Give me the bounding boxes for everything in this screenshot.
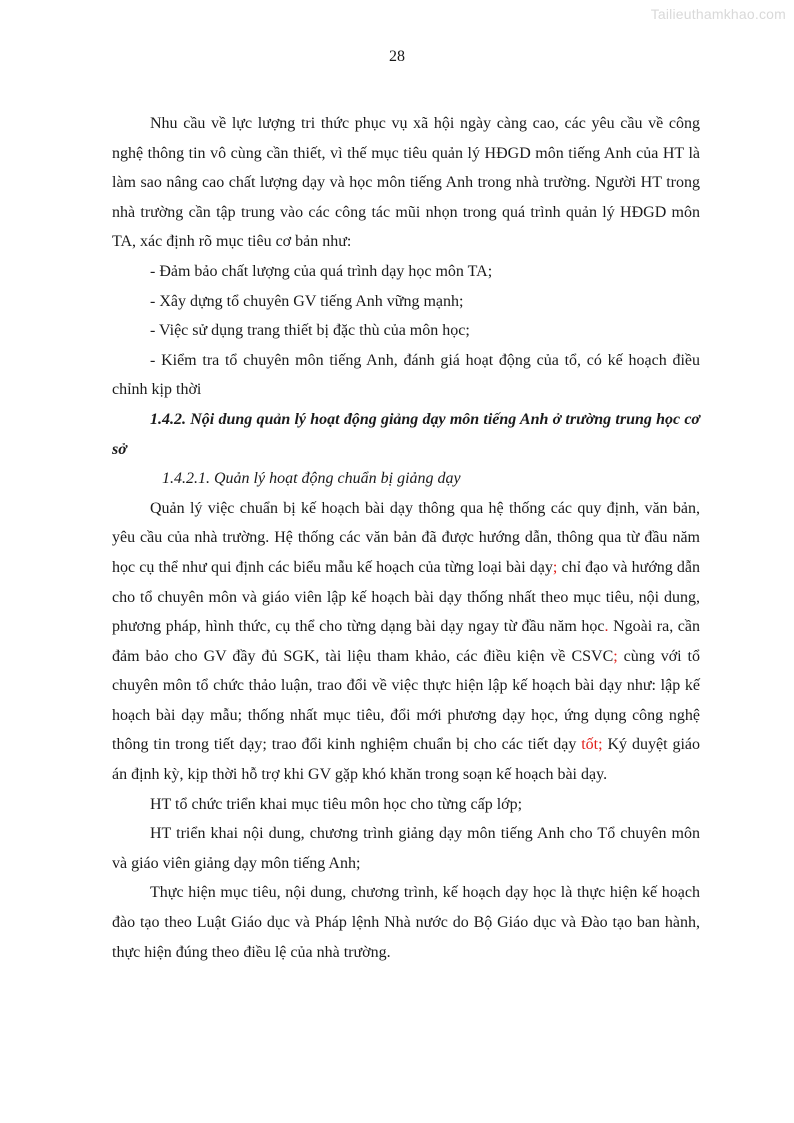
document-body — [112, 109, 701, 967]
text-segment: Ký duyệt giáo án định kỳ, kịp thời hỗ trợ khi GV gặp khó khăn trong soạn kế hoạch bài dạy. — [112, 736, 700, 784]
highlighted-text: ; — [613, 647, 618, 665]
page-number: 28 — [389, 48, 405, 65]
watermark-text: Tailieuthamkhao.com — [650, 6, 786, 22]
text-segment: Ngoài ra, cần đảm bảo cho GV đầy đủ SGK, tài liệu tham khảo, các điều kiện về CSVC — [112, 618, 701, 665]
highlighted-text: . — [604, 618, 609, 636]
list-item: - Việc sử dụng trang thiết bị đặc thù của môn học; — [150, 322, 470, 340]
highlighted-text: ; — [552, 558, 558, 576]
section-heading: 1.4.2. Nội dung quản lý hoạt động giảng dạy môn tiếng Anh ở trường trung học cơ sở — [112, 410, 700, 458]
text-segment: Quản lý việc chuẩn bị kế hoạch bài dạy thông qua hệ thống các quy định, văn bản, yêu cầu của nhà trường. Hệ thống các văn bản đã được hướng dẫn, thông qua từ đầu năm học cụ thể như qui định các biểu mẫu kế hoạch của từng loại bài dạy — [112, 499, 700, 576]
paragraph-preparation — [112, 494, 700, 790]
highlighted-text: tốt; — [581, 736, 603, 754]
paragraph-objectives: HT tổ chức triển khai mục tiêu môn học cho từng cấp lớp; — [150, 795, 523, 813]
paragraph-implementation: Thực hiện mục tiêu, nội dung, chương trình, kế hoạch dạy học là thực hiện kế hoạch đào tạo theo Luật Giáo dục và Pháp lệnh Nhà nước do Bộ Giáo dục và Đào tạo ban hành, thực hiện đúng theo điều lệ của nhà trường. — [112, 884, 700, 961]
text-segment: chỉ đạo và hướng dẫn cho tổ chuyên môn và giáo viên lập kế hoạch bài dạy thống nhất theo mục tiêu, nội dung, phương pháp, hình thức, cụ thể cho từng dạng bài dạy ngay từ đầu năm học — [112, 558, 701, 636]
paragraph-intro: Nhu cầu về lực lượng tri thức phục vụ xã hội ngày càng cao, các yêu cầu về công nghệ thông tin vô cùng cần thiết, vì thế mục tiêu quản lý HĐGD môn tiếng Anh của HT là làm sao nâng cao chất lượng dạy và học môn tiếng Anh trong nhà trường. Người HT trong nhà trường cần tập trung vào các công tác mũi nhọn trong quá trình quản lý HĐGD môn TA, xác định rõ mục tiêu cơ bản như: — [112, 115, 700, 251]
list-item: - Đảm bảo chất lượng của quá trình dạy học môn TA; — [150, 262, 493, 280]
list-item: - Xây dựng tổ chuyên GV tiếng Anh vững mạnh; — [150, 292, 464, 310]
subsection-heading: 1.4.2.1. Quản lý hoạt động chuẩn bị giảng dạy — [162, 470, 461, 488]
paragraph-curriculum: HT triển khai nội dung, chương trình giảng dạy môn tiếng Anh cho Tổ chuyên môn và giáo viên giảng dạy môn tiếng Anh; — [112, 825, 700, 872]
text-segment: cùng với tổ chuyên môn tổ chức thảo luận, trao đổi về việc thực hiện lập kế hoạch bài dạy như: lập kế hoạch bài dạy mẫu; thống nhất mục tiêu, đổi mới phương dạy học, ứng dụng công nghệ thông tin trong tiết dạy; trao đổi kinh nghiệm chuẩn bị cho các tiết dạy — [112, 647, 700, 754]
list-item: - Kiểm tra tổ chuyên môn tiếng Anh, đánh giá hoạt động của tổ, có kế hoạch điều chỉnh kịp thời — [112, 351, 700, 399]
